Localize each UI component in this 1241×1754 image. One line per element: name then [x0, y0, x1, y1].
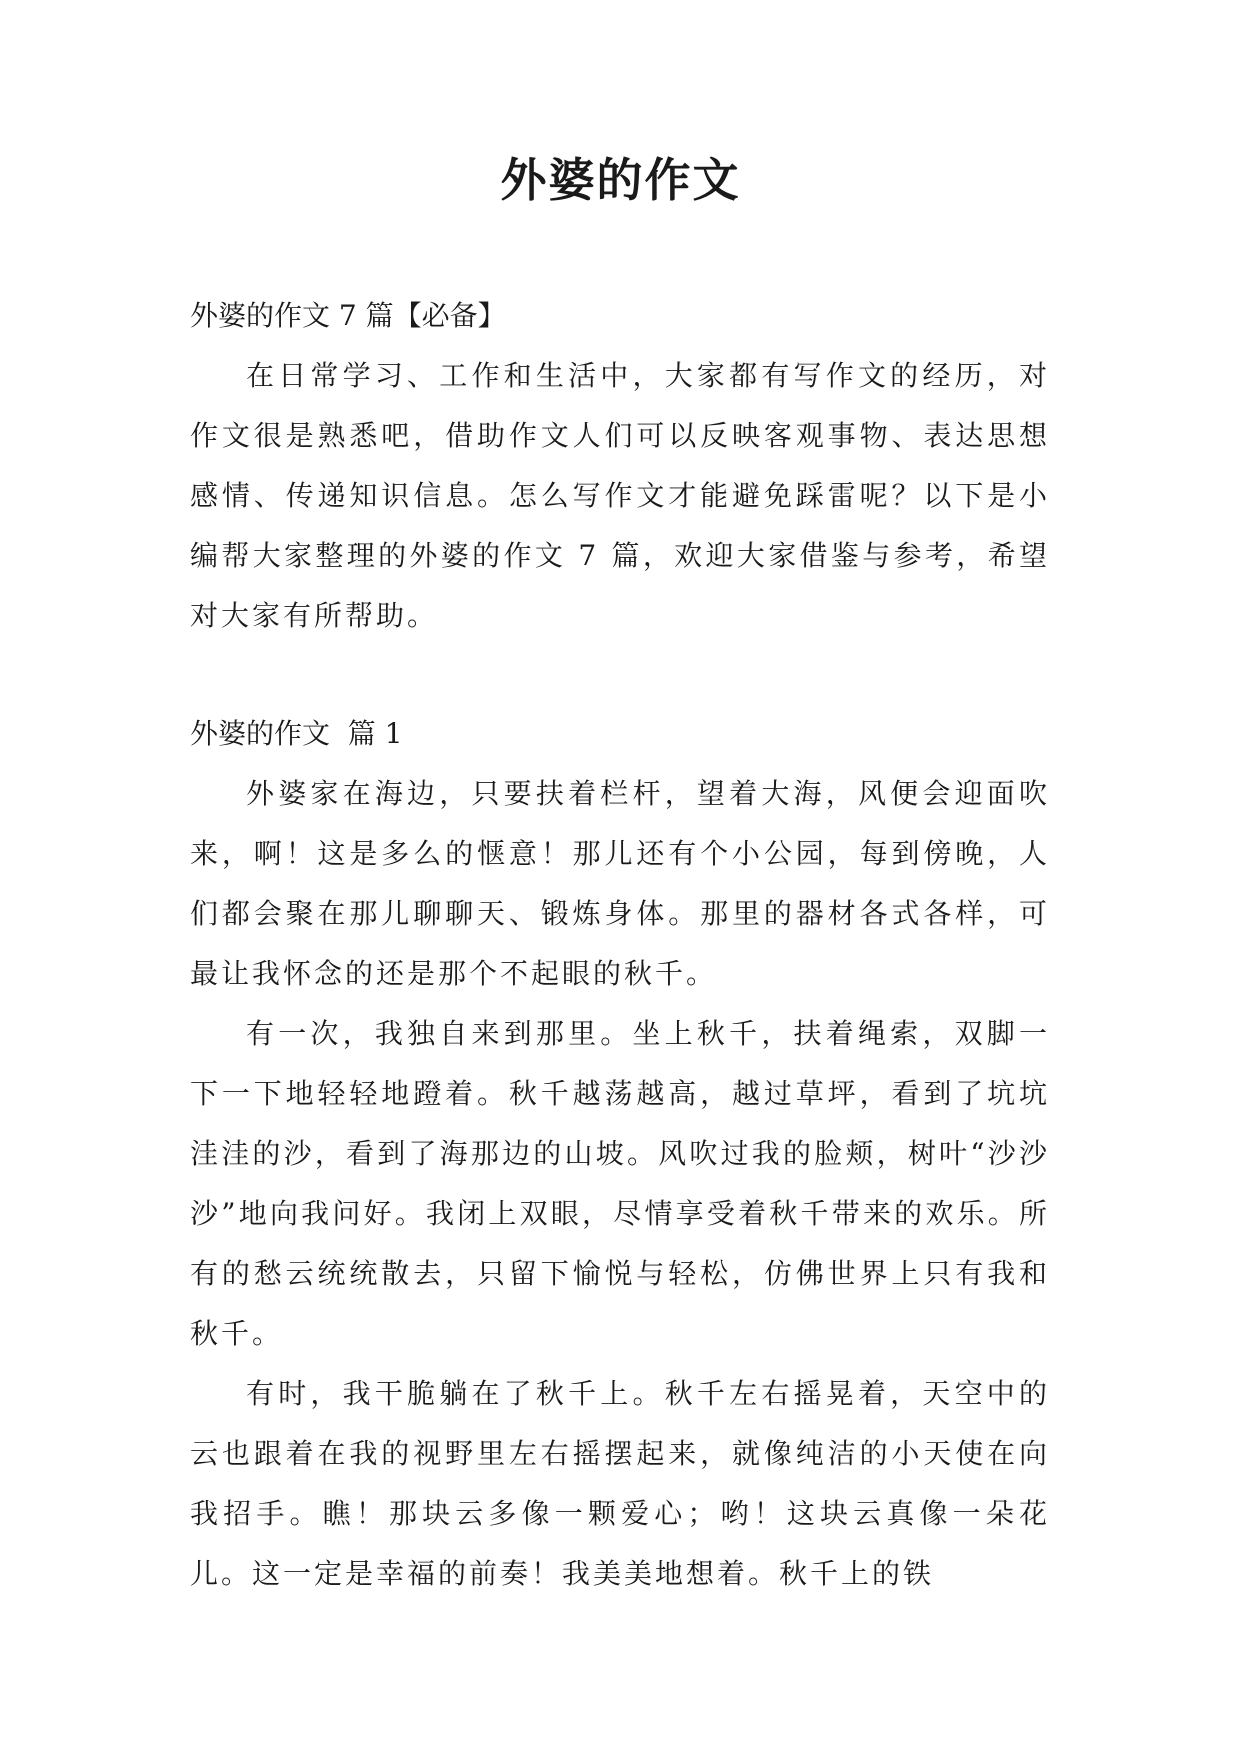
document-subtitle: 外婆的作文 7 篇【必备】 — [190, 299, 506, 332]
body-paragraph: 有时，我干脆躺在了秋千上。秋千左右摇晃着，天空中的云也跟着在我的视野里左右摇摆起来，就像纯洁的小天使在向我招手。瞧！那块云多像一颗爱心；哟！这块云真像一朵花儿。这一定是幸福的前奏！我美美地想着。秋千上的铁 — [190, 1377, 1050, 1590]
body-paragraph: 外婆家在海边，只要扶着栏杆，望着大海，风便会迎面吹来，啊！这是多么的惬意！那儿还有个小公园，每到傍晚，人们都会聚在那儿聊聊天、锻炼身体。那里的器材各式各样，可最让我怀念的还是那个不起眼的秋千。 — [190, 777, 1050, 990]
section-heading: 外婆的作文 篇 1 — [190, 717, 403, 750]
intro-paragraph: 在日常学习、工作和生活中，大家都有写作文的经历，对作文很是熟悉吧，借助作文人们可以反映客观事物、表达思想感情、传递知识信息。怎么写作文才能避免踩雷呢？以下是小编帮大家整理的外婆的作文 7 篇，欢迎大家借鉴与参考，希望对大家有所帮助。 — [190, 359, 1050, 632]
body-paragraph: 有一次，我独自来到那里。坐上秋千，扶着绳索，双脚一下一下地轻轻地蹬着。秋千越荡越高，越过草坪，看到了坑坑洼洼的沙，看到了海那边的山坡。风吹过我的脸颊，树叶“沙沙沙”地向我问好。我闭上双眼，尽情享受着秋千带来的欢乐。所有的愁云统统散去，只留下愉悦与轻松，仿佛世界上只有我和秋千。 — [190, 1017, 1050, 1350]
document-title: 外婆的作文 — [500, 153, 741, 207]
section-gap — [190, 646, 1050, 704]
document-body — [190, 286, 1050, 1604]
